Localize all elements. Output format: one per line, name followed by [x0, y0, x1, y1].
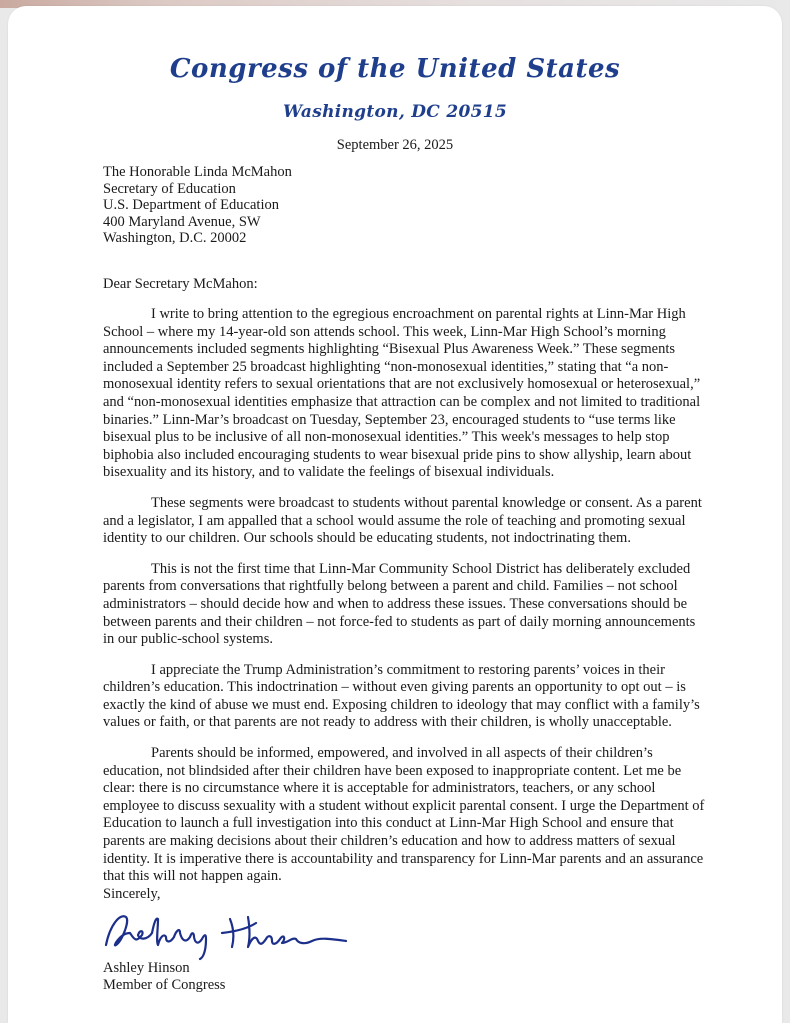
- recipient-address: [103, 164, 292, 247]
- recipient-line: Washington, D.C. 20002: [103, 230, 247, 246]
- letter-body: [103, 306, 707, 899]
- body-paragraph: I appreciate the Trump Administration’s commitment to restoring parents’ voices in their children’s education. This indoctrination – without even giving parents an opportunity to opt out – is exactly the kind of abuse we must end. Exposing children to ideology that may conflict with a family’s values or faith, or that parents are not ready to address with their children, is wholly unacceptable.: [103, 661, 700, 731]
- body-paragraph: Parents should be informed, empowered, and involved in all aspects of their children’s education, not blindsided after their children have been exposed to inappropriate content. Let me be clear: there is no circumstance where it is acceptable for administrators, teachers, or any school employee to discuss sexuality with a student without explicit parental consent. I urge the Department of Education to launch a full investigation into this conduct at Linn-Mar High School and ensure that parents are making decisions about their children’s education and how to address matters of sexual identity. It is imperative there is accountability and transparency for Linn-Mar parents and an assurance that this will not happen again.: [103, 745, 705, 885]
- recipient-line: 400 Maryland Avenue, SW: [103, 213, 261, 230]
- letterhead-title: Congress of the United States: [169, 54, 621, 84]
- body-paragraph: These segments were broadcast to students without parental knowledge or consent. As a parent and a legislator, I am appalled that a school would assume the role of teaching and promoting sexual identity to our children. Our schools should be educating students, not indoctrinating them.: [103, 494, 702, 547]
- handwritten-signature: [100, 903, 350, 963]
- body-paragraph: I write to bring attention to the egregious encroachment on parental rights at Linn-Mar High School – where my 14-year-old son attends school. This week, Linn-Mar High School’s morning announcements included segments highlighting “Bisexual Plus Awareness Week.” These segments included a September 25 broadcast highlighting “non-monosexual identities,” stating that “a non-monosexual identity refers to sexual orientations that are not exclusively homosexual or heterosexual,” and “non-monosexual identities emphasize that attraction can be complex and not limited to traditional binaries.” Linn-Mar’s broadcast on Tuesday, September 23, encouraged students to “use terms like bisexual plus to be inclusive of all non-monosexual identities.” This week's messages to help stop biphobia also included encouraging students to wear bisexual pride pins to show allyship, learn about bisexuality and its history, and to validate the feelings of bisexual individuals.: [103, 306, 701, 481]
- body-paragraph: This is not the first time that Linn-Mar Community School District has deliberately excluded parents from conversations that rightfully belong between a parent and child. Families – not school administrators – should decide how and when to address these issues. These conversations should be between parents and their children – not force-fed to students as part of daily morning announcements in our public-school systems.: [103, 560, 696, 648]
- recipient-line: The Honorable Linda McMahon: [103, 164, 292, 180]
- salutation: Dear Secretary McMahon:: [103, 276, 258, 292]
- closing: Sincerely,: [103, 886, 161, 902]
- recipient-line: Secretary of Education: [103, 180, 236, 197]
- signer-title: Member of Congress: [103, 977, 226, 993]
- letterhead-city: Washington, DC 20515: [283, 102, 507, 122]
- letter-date: September 26, 2025: [336, 137, 454, 153]
- letter-page: [8, 6, 782, 1023]
- signer-name: Ashley Hinson: [103, 960, 190, 976]
- recipient-line: U.S. Department of Education: [103, 197, 279, 213]
